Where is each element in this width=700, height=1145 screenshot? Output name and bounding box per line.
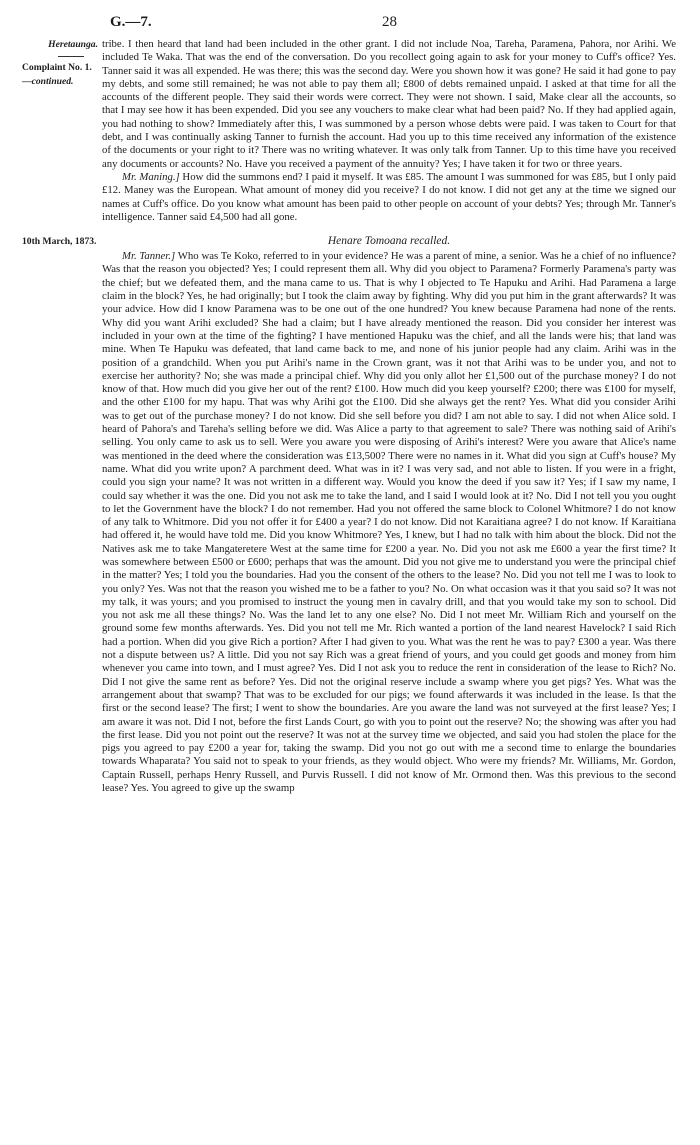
margin-notes	[22, 234, 102, 248]
paragraph	[102, 250, 676, 795]
speaker-label: Mr. Maning.]	[122, 170, 180, 183]
page-header	[22, 10, 676, 38]
paragraph-text: Who was Te Koko, referred to in your evidence? He was a parent of mine, a senior. Was he a chief of no influence? Was that the reason you objected? Yes; I could represent them all. Why did you object to Paramena? Formerly Paramena's party was the chief; but we defeated them, and the mana came to us. That is why I objected to Te Hapuku and Arihi. Had Paramena a large claim in the block? Yes, he had originally; but I took the claim away by fighting. Why did you put him in the grant afterwards? It was your advice. How did I know Paramena was to be one out of the one hundred? You knew because Paramena had none of the rents. Why did you want Arihi excluded? She had a claim; but I have already mentioned the reason. Did you consider her interest was included in your own at the time of the fighting? I have mentioned Hapuku was the chief, and all the lands were his; that land was mine. When Te Hapuku was defeated, that land came back to me, and none of his junior people had any claim. Arihi was in the position of a grandchild. When you put Arihi's name in the Crown grant, was it not that Arihi was to be under you, and not to exercise her authority? No; she was made a principal chief. Why did you only allot her £1,500 out of the purchase money? I do not know of that. How much did you give her out of the rent? £100. How much did you keep yourself? £200; there was £100 for myself, and the other £100 for my hapu. That was why Arihi got the £100. Did she always get the rent? Yes. What did you consider Arihi was to get out of the purchase money? I do not know. Did she sell before you did? I am not able to say. I did not when Alice sold. I heard of Pahora's and Tareha's selling before we did. Was Alice a party to that agreement to sale? There was nothing said of Arihi's selling. You only came to ask us to sell. Were you aware you were disposing of Arihi's interest? Were you aware that Alice's name was mentioned in the deed where the consideration was £13,500? There were no names in it. What did you sign at Cuff's house? My name. What did you write upon? A parchment deed. What was in it? I was very sad, and not able to listen. If you were in a fright, could you sign your name? It was not written in a different way. Would you know the deed if you saw it? Yes; if I saw my name, I could say whether it was the one. Did you not ask me to take the land, and I said I would look at it? No. Did I not tell you you ought to let the Government have the block? I do not remember. Had you not offered the same block to Colonel Whitmore? I do not know of any talk to Whitmore. Did you not offer it for £400 a year? I do not know. Did not Karaitiana agree? I do not know. If Karaitiana had offered it, he would have told me. Did you know Whitmore? Yes, I knew, but I had no talk with him about the block. Did not the Natives ask me to take Mangateretere West at the same time for £200 a year. No. Did you not ask me £600 a year the first time? It was somewhere between £500 or £600; perhaps that was the amount. Did you not give me to understand you were the principal chief in the matter? Yes; I told you the boundaries. Had you the consent of the others to the lease? No. Did you not tell me I was to look to you only? Yes. Was not that the reason you wished me to be a father to you? No. On what occasion was it that you said so? It was not my talk, it was yours; and you promised to instruct the young men in cavalry drill, and that you would take my son to school. Did you not ask me all these things? No. Was the land let to any one else? No. Did I not meet Mr. William Rich and yourself on the ground some few months afterwards. Yes. Did you not tell me Mr. Rich wanted a portion of the land nearest Havelock? I said Rich had a portion. When did you give Rich a portion? After I had given to you. What was the rent he was to pay? £300 a year. Was there not a dispute between us? A little. Did you not say Rich was a great friend of yours, and you could get goods and money from him whenever you came into town, and I must agree? Yes. Did I not ask you to reduce the rent in consideration of the lease to Rich? No. Did I not give the same rent as before? Yes. Did not the original reserve include a swamp where you get pigs? Yes. What was the arrangement about that swamp? That was to be excluded for our pigs; we found afterwards it was included in the lease. Is that the first or the second lease? The first; I went to show the boundaries. Are you aware the land was not surveyed at the first lease? Yes; I am aware it was not. Did I not, before the first Lands Court, go with you to point out the reserve? No; the showing was after you had the first lease. Did you not point out the reserve? It was not at the survey time we objected, and said you had stolen the place for the pigs you agreed to pay £200 a year for, taking the swamp. Did you not go out with me a second time to enlarge the boundaries towards Whaparata? You said not to speak to your friends, as they would object. Who were my friends? Mr. Williams, Mr. Gordon, Captain Russell, perhaps Henry Russell, and Purvis Russell. I did not know of Mr. Ormond then. Was this previous to the second lease? Yes. You agreed to give up the swamp	[102, 250, 677, 795]
section-recalled	[22, 234, 676, 795]
page-number: 28	[382, 14, 397, 30]
margin-complaint: Complaint No. 1.	[22, 62, 92, 74]
testimony-body	[102, 234, 676, 795]
speaker-label: Mr. Tanner.]	[122, 250, 176, 263]
section-gap	[22, 224, 676, 234]
paragraph	[102, 171, 676, 224]
witness-heading: Henare Tomoana recalled.	[327, 235, 451, 248]
document-reference: G.—7.	[110, 14, 152, 30]
margin-place: Heretaunga.	[48, 39, 98, 50]
section-heretaunga	[22, 38, 676, 224]
paragraph-text: How did the summons end? I paid it myself. It was £85. The amount I was summoned for was £85, but I only paid £12. Maney was the European. What amount of money did you receive? I do not know. I did not get any at the time we signed our names at Cuff's office. Do you know what amount has been paid to other people on account of your debts? Yes; through Mr. Tanner's intelligence. Tanner said £4,500 had all gone.	[102, 170, 676, 223]
testimony-body	[102, 38, 676, 224]
margin-notes	[22, 38, 102, 88]
margin-date: 10th March, 1873.	[22, 236, 97, 248]
margin-rule	[58, 56, 84, 57]
margin-continued: —continued.	[22, 75, 74, 87]
paragraph: tribe. I then heard that land had been included in the other grant. I did not include Noa, Tareha, Paramena, Pahora, nor Arihi. We included Te Waka. That was the end of the conversation. Do you recollect going again to ask for your money to Cuff's office? Yes. Tanner said it was all expended. He was there; this was the second day. Were you shown how it was gone? He said it had gone to pay my debts, and some still remained; he was not able to pay them all; £800 of debts remained unpaid. I asked at that time for all the accounts of the different people. They said their words were correct. They were not shown. I said, Make clear all the accounts, so that I may see how it has been expended. Did you see any vouchers to make clear what had been paid? No. If they had applied again, you had nothing to show? Immediately after this, I was summoned by a person whose debts were paid. I was taken to Court for that debt, and I was continually asking Tanner to furnish the account. Had you up to this time received any information of the existence of the documents or your right to it? There was no writing whatever. It was only talk from Tanner. Up to this time have you received any documents or accounts? No. Have you received a payment of the annuity? Yes; I have taken it for two or three years.	[102, 38, 676, 170]
